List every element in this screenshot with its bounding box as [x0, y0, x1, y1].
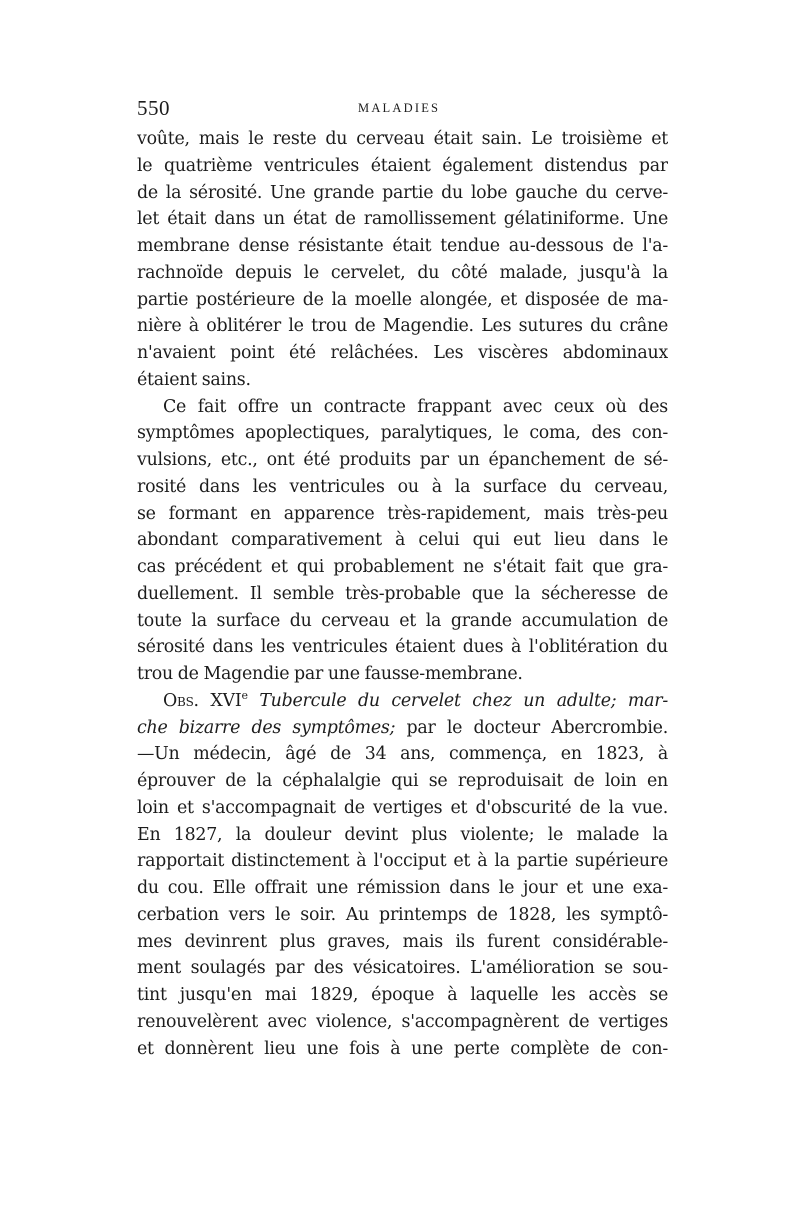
text-line: éprouver de la céphalalgie qui se reproduisait de loin en [137, 771, 668, 791]
text-line: loin et s'accompagnait de vertiges et d'obscurité de la vue. [137, 797, 668, 818]
text-line: se formant en apparence très-rapidement, mais très-peu [137, 503, 668, 524]
text-line: de la sérosité. Une grande partie du lobe gauche du cerve- [137, 182, 668, 203]
text-line: étaient sains. [137, 369, 251, 390]
text-line: n'avaient point été relâchées. Les viscères abdominaux [137, 343, 668, 363]
text-line: partie postérieure de la moelle alongée, et disposée de ma- [137, 289, 668, 310]
text-line: ment soulagés par des vésicatoires. L'amélioration se sou- [137, 958, 668, 979]
text-line: cas précédent et qui probablement ne s'était fait que gra- [137, 557, 668, 577]
paragraph-1 [137, 126, 668, 394]
text-line: sérosité dans les ventricules étaient dues à l'oblitération du [137, 637, 668, 658]
paragraph-2 [137, 394, 668, 688]
text-line: membrane dense résistante était tendue au-dessous de l'a- [137, 236, 668, 256]
text-line: rachnoïde depuis le cervelet, du côté malade, jusqu'à la [137, 262, 668, 283]
paragraph-3-observation [137, 688, 668, 1063]
obs-number-superscript: e [241, 688, 248, 702]
observation-title-continued: che bizarre des symptômes; [137, 717, 396, 738]
text-line: symptômes apoplectiques, paralytiques, le coma, des con- [137, 423, 668, 444]
text-line: rosité dans les ventricules ou à la surface du cerveau, [137, 476, 668, 497]
body-text [137, 126, 668, 1062]
text-line: le quatrième ventricules étaient également distendus par [137, 155, 668, 176]
text-line: et donnèrent lieu une fois à une perte complète de con- [137, 1038, 668, 1059]
text-line: trou de Magendie par une fausse-membrane. [137, 664, 523, 684]
text-line: Ce fait offre un contracte frappant avec ceux où des [163, 396, 668, 417]
text-line: nière à oblitérer le trou de Magendie. Les sutures du crâne [137, 316, 668, 337]
obs-number: XVI [210, 690, 242, 711]
observation-heading-line [137, 688, 668, 715]
text-line: let était dans un état de ramollissement gélatiniforme. Une [137, 209, 668, 230]
text-line: duellement. Il semble très-probable que la sécheresse de [137, 583, 668, 604]
text-line: —Un médecin, âgé de 34 ans, commença, en 1823, à [137, 744, 668, 765]
text-line: En 1827, la douleur devint plus violente; le malade la [137, 824, 668, 845]
running-title: MALADIES [358, 101, 441, 115]
text-line: renouvelèrent avec violence, s'accompagnèrent de vertiges [137, 1011, 668, 1032]
observation-heading-line [137, 715, 668, 742]
text-line: tint jusqu'en mai 1829, époque à laquelle les accès se [137, 985, 668, 1005]
text-line: du cou. Elle offrait une rémission dans le jour et une exa- [137, 878, 668, 898]
text-line: cerbation vers le soir. Au printemps de 1828, les symptô- [137, 904, 668, 925]
text-line: toute la surface du cerveau et la grande accumulation de [137, 610, 668, 631]
page-number: 550 [137, 96, 170, 120]
text-line: mes devinrent plus graves, mais ils furent considérable- [137, 931, 668, 952]
observation-title: Tubercule du cervelet chez un adulte; mar- [259, 690, 668, 711]
obs-label: Obs. [163, 690, 199, 711]
text-line: voûte, mais le reste du cerveau était sain. Le troisième et [137, 129, 668, 149]
observation-author: par le docteur Abercrombie. [406, 717, 668, 738]
text-line: rapportait distinctement à l'occiput et à la partie supérieure [137, 851, 668, 872]
text-line: abondant comparativement à celui qui eut lieu dans le [137, 530, 668, 551]
text-line: vulsions, etc., ont été produits par un épanchement de sé- [137, 450, 668, 470]
running-head [137, 96, 668, 124]
